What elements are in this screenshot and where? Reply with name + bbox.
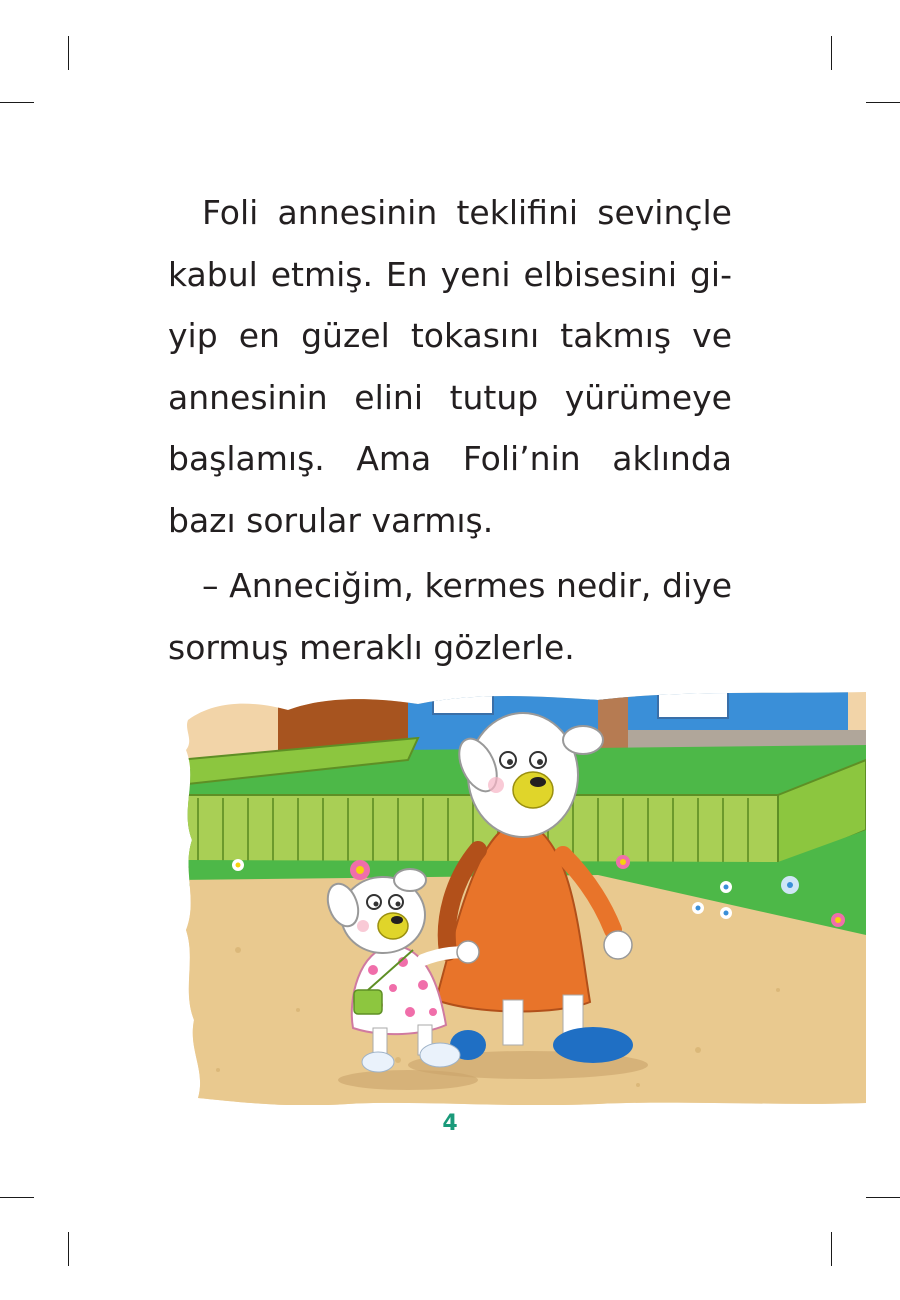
crop-mark-bottom-right-horizontal xyxy=(866,1197,900,1198)
mother-ear-right xyxy=(563,726,603,754)
crop-mark-top-right-horizontal xyxy=(866,102,900,103)
mother-shoe-right xyxy=(553,1027,633,1063)
daughter-shoe-left xyxy=(362,1052,394,1072)
daughter-ear-right xyxy=(394,869,426,891)
mother-muzzle xyxy=(513,772,553,808)
crop-mark-top-left-vertical xyxy=(68,36,69,70)
crop-mark-bottom-left-vertical xyxy=(68,1232,69,1266)
page-number: 4 xyxy=(442,1111,458,1136)
daughter-eye-right xyxy=(389,895,403,909)
joined-hands xyxy=(457,941,479,963)
mother-leg-left xyxy=(503,1000,523,1045)
story-paragraph-2: – Anneciğim, kermes nedir, diye sormuş meraklı gözlerle. xyxy=(168,566,732,667)
daughter-bag xyxy=(354,990,382,1014)
daughter-cheek xyxy=(357,920,369,932)
daughter-shoe-right xyxy=(420,1043,460,1067)
daughter-eye-left xyxy=(367,895,381,909)
mother-cheek xyxy=(488,777,504,793)
daughter-shadow xyxy=(338,1070,478,1090)
story-text xyxy=(168,182,732,678)
crop-mark-top-left-horizontal xyxy=(0,102,34,103)
crop-mark-bottom-right-vertical xyxy=(831,1232,832,1266)
crop-mark-bottom-left-horizontal xyxy=(0,1197,34,1198)
story-paragraph-1: Foli annesinin teklifini sevinçle kabul etmiş. En yeni elbisesini giyip en güzel tokasını takmış ve annesinin elini tutup yürümeye başlamış. Ama Foli’nin aklında bazı sorular varmış. xyxy=(168,193,732,540)
window-right xyxy=(658,692,728,718)
daughter-nose xyxy=(391,916,403,924)
daughter-muzzle xyxy=(378,913,408,939)
mother-nose xyxy=(530,777,546,787)
crop-mark-top-right-vertical xyxy=(831,36,832,70)
window-left xyxy=(433,692,493,714)
mother-and-daughter-bear-walking-illustration xyxy=(178,690,866,1105)
mother-hand-right xyxy=(604,931,632,959)
